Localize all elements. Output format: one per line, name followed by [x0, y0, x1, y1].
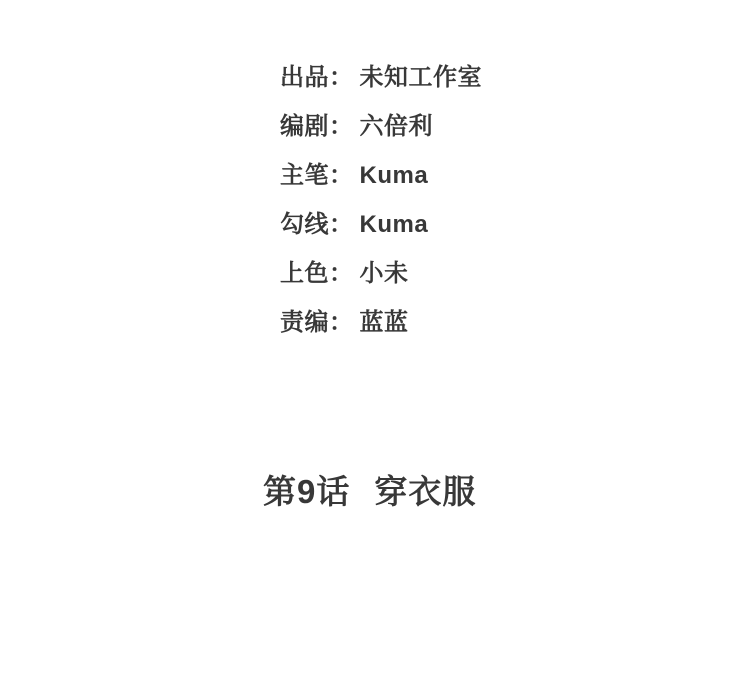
- credit-label: 勾线: [280, 211, 329, 238]
- chapter-name: 穿衣服: [374, 473, 477, 510]
- credit-value: 未知工作室: [359, 64, 482, 91]
- credit-colon: ：: [329, 309, 354, 336]
- credit-row-lead-artist: [280, 151, 482, 200]
- credit-colon: ：: [329, 162, 354, 189]
- chapter-title: [263, 472, 476, 512]
- credit-label: 出品: [280, 64, 329, 91]
- credit-label: 主笔: [280, 162, 329, 189]
- credit-colon: ：: [329, 113, 354, 140]
- credit-row-coloring: [280, 249, 482, 298]
- credit-label: 上色: [280, 260, 329, 287]
- credits-list: [280, 53, 482, 347]
- credit-label: 责编: [280, 309, 329, 336]
- credit-row-screenwriter: [280, 102, 482, 151]
- credit-value: Kuma: [359, 211, 429, 238]
- credit-colon: ：: [329, 211, 354, 238]
- credit-row-lineart: [280, 200, 482, 249]
- credit-value: 六倍利: [359, 113, 433, 140]
- credit-value: 小未: [359, 260, 409, 287]
- credit-row-editor: [280, 298, 482, 347]
- credit-colon: ：: [329, 260, 354, 287]
- credit-value: 蓝蓝: [359, 309, 409, 336]
- credit-label: 编剧: [280, 113, 329, 140]
- credit-row-producer: [280, 53, 482, 102]
- credit-colon: ：: [329, 64, 354, 91]
- credit-value: Kuma: [359, 162, 429, 189]
- chapter-number: 第9话: [263, 473, 351, 510]
